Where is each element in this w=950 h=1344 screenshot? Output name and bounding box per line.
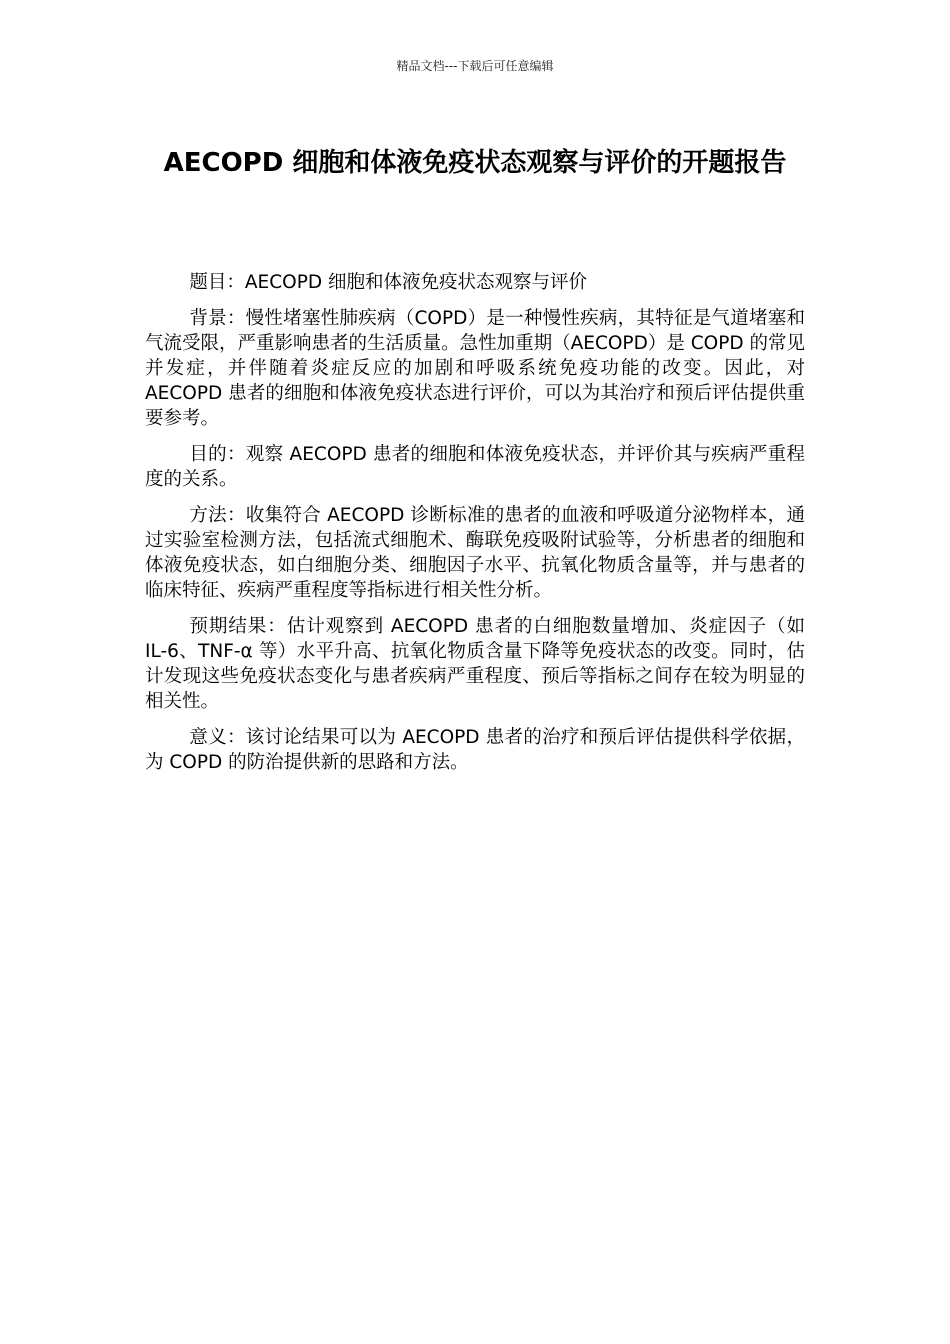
paragraph-text: 慢性堵塞性肺疾病（COPD）是一种慢性疾病，其特征是气道堵塞和气流受限，严重影响患者的生活质量。急性加重期（AECOPD）是 COPD 的常见并发症，并伴随着炎症反应的加剧和呼吸系统免疫功能的改变。因此，对 AECOPD 患者的细胞和体液免疫状态进行评价，可以为其治疗和预后评估提供重要参考。 xyxy=(145,308,805,429)
paragraph-label: 方法： xyxy=(189,505,246,526)
paragraph-text: 收集符合 AECOPD 诊断标准的患者的血液和呼吸道分泌物样本，通过实验室检测方法，包括流式细胞术、酶联免疫吸附试验等，分析患者的细胞和体液免疫状态，如白细胞分类、细胞因子水平、抗氧化物质含量等，并与患者的临床特征、疾病严重程度等指标进行相关性分析。 xyxy=(145,505,805,601)
document-title: AECOPD 细胞和体液免疫状态观察与评价的开题报告 xyxy=(163,148,787,178)
header-note: 精品文档---下载后可任意编辑 xyxy=(396,59,554,73)
paragraph-label: 题目： xyxy=(189,272,245,293)
paragraph-text: AECOPD 细胞和体液免疫状态观察与评价 xyxy=(244,272,588,293)
paragraph-expected-results xyxy=(145,614,805,714)
paragraph-label: 目的： xyxy=(189,444,246,465)
paragraph-text: 该讨论结果可以为 AECOPD 患者的治疗和预后评估提供科学依据，为 COPD 的防治提供新的思路和方法。 xyxy=(145,727,805,773)
document-body xyxy=(145,270,805,786)
paragraph-significance xyxy=(145,725,805,775)
paragraph-text: 观察 AECOPD 患者的细胞和体液免疫状态，并评价其与疾病严重程度的关系。 xyxy=(145,444,805,490)
paragraph-text: 估计观察到 AECOPD 患者的白细胞数量增加、炎症因子（如 IL-6、TNF-α 等）水平升高、抗氧化物质含量下降等免疫状态的改变。同时，估计发现这些免疫状态变化与患者疾病严重程度、预后等指标之间存在较为明显的相关性。 xyxy=(145,616,805,712)
paragraph-background xyxy=(145,306,805,431)
paragraph-methods xyxy=(145,503,805,603)
paragraph-objective xyxy=(145,442,805,492)
paragraph-label: 意义： xyxy=(189,727,246,748)
paragraph-label: 预期结果： xyxy=(189,616,287,637)
paragraph-label: 背景： xyxy=(189,308,246,329)
paragraph-topic xyxy=(145,270,805,295)
